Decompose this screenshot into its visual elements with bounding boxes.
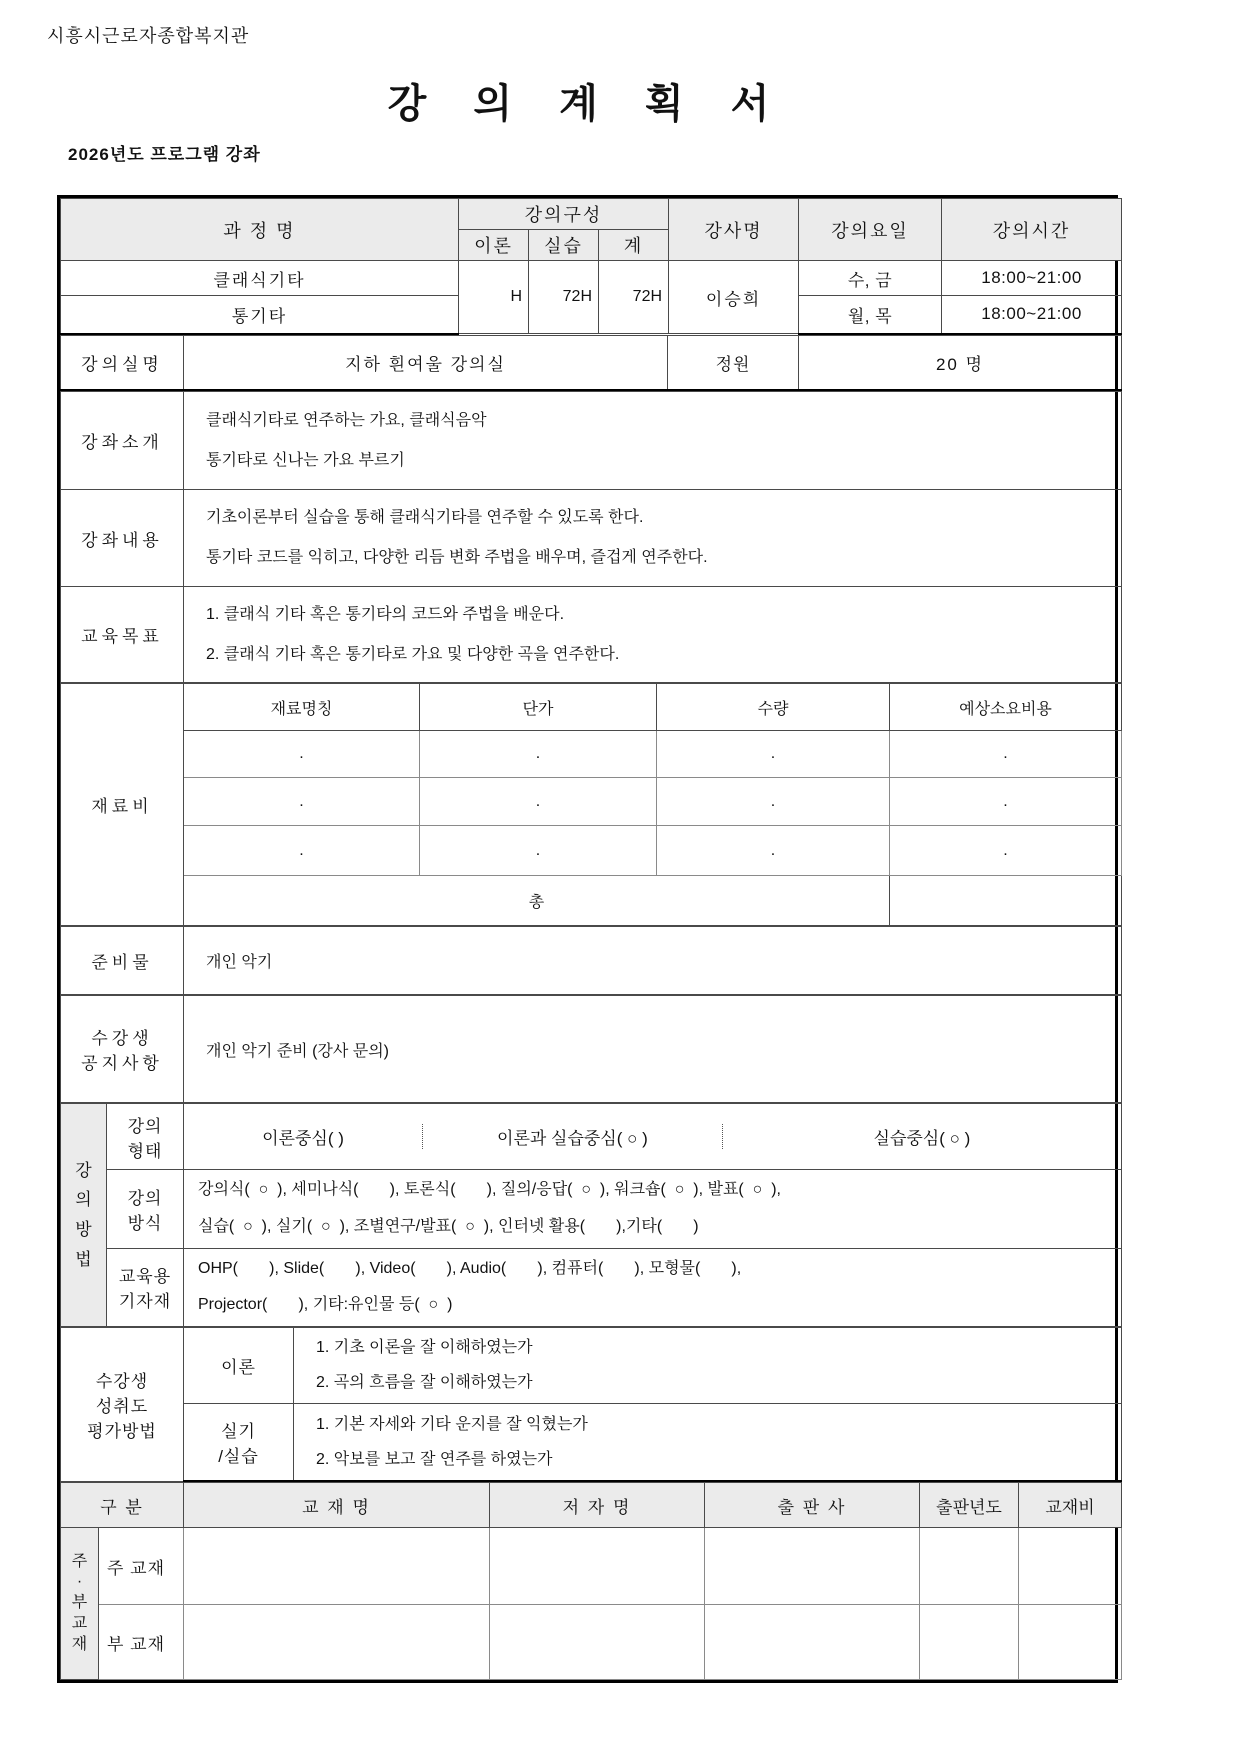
objectives-label: 교육목표 (61, 587, 184, 683)
practice-hours: 72H (529, 261, 599, 334)
textbook-sub-publisher (705, 1605, 920, 1680)
classroom-table (60, 335, 1122, 392)
evaluation-label-line-2: 성취도 (95, 1396, 149, 1416)
material-unitprice-2: . (420, 778, 657, 826)
materials-row (61, 731, 1122, 778)
textbook-group-label-text: 주·부교재 (71, 1552, 88, 1653)
objectives-line-1: 1. 클래식 기타 혹은 통기타의 코드와 주법을 배운다. (206, 605, 565, 623)
supplies-table (60, 926, 1122, 995)
time-header: 강의시간 (942, 199, 1122, 261)
classroom-value: 지하 흰여울 강의실 (184, 335, 668, 390)
materials-header-unitprice: 단가 (420, 684, 657, 731)
materials-header-name: 재료명칭 (184, 684, 420, 731)
method-equipment-content (184, 1248, 1122, 1327)
evaluation-theory-label: 이론 (184, 1328, 294, 1403)
total-header: 계 (599, 230, 669, 261)
intro-content (184, 392, 1122, 490)
method-equipment-line-2: Projector( ), 기타:유인물 등( ○ ) (198, 1296, 453, 1314)
method-label (61, 1104, 107, 1327)
method-form-label-line-1: 강의 (127, 1116, 163, 1136)
textbook-sub-year (920, 1605, 1019, 1680)
evaluation-label-line-3: 평가방법 (87, 1421, 157, 1441)
material-estcost-2: . (890, 778, 1122, 826)
notice-value: 개인 악기 준비 (강사 문의) (184, 996, 1122, 1103)
textbook-row-sub (61, 1605, 1122, 1680)
composition-header: 강의구성 (459, 199, 669, 230)
textbook-main-author (490, 1528, 705, 1605)
evaluation-table (60, 1327, 1122, 1482)
method-equipment-label-line-2: 기자재 (118, 1292, 172, 1312)
supplies-value: 개인 악기 (184, 927, 1122, 995)
materials-row (61, 778, 1122, 826)
method-form-label-line-2: 형태 (127, 1141, 163, 1161)
material-name-2: . (184, 778, 420, 826)
objectives-line-2: 2. 클래식 기타 혹은 통기타로 가요 및 다양한 곡을 연주한다. (206, 645, 620, 663)
textbook-row-main (61, 1528, 1122, 1605)
capacity-label: 정원 (668, 335, 799, 390)
content-line-2: 통기타 코드를 익히고, 다양한 리듬 변화 주법을 배우며, 즐겁게 연주한다. (206, 549, 708, 566)
textbook-header-year: 출판년도 (920, 1483, 1019, 1528)
method-style-line-2: 실습( ○ ), 실기( ○ ), 조별연구/발표( ○ ), 인터넷 활용( ),기타( ) (198, 1217, 699, 1235)
materials-total-label: 총 (184, 876, 890, 926)
textbook-main-price (1019, 1528, 1122, 1605)
instructor-name: 이승희 (669, 261, 799, 334)
method-form-options (184, 1104, 1122, 1170)
course-time-1: 18:00~21:00 (942, 261, 1122, 296)
evaluation-theory-content (294, 1328, 1122, 1403)
method-style-label (107, 1170, 184, 1249)
materials-row (61, 826, 1122, 876)
supplies-label: 준비물 (61, 927, 184, 995)
materials-label: 재료비 (61, 684, 184, 926)
evaluation-practice-content (294, 1403, 1122, 1481)
program-year-subtitle: 2026년도 프로그램 강좌 (68, 145, 261, 164)
evaluation-practice-label-line-2: /실습 (218, 1446, 259, 1466)
method-style-line-1: 강의식( ○ ), 세미나식( ), 토론식( ), 질의/응답( ○ ), 워크숍( ○ ), 발표( ○ ), (198, 1181, 781, 1198)
material-quantity-2: . (657, 778, 890, 826)
evaluation-label (61, 1328, 184, 1481)
method-equipment-label-line-1: 교육용 (118, 1267, 172, 1287)
method-equipment-line-1: OHP( ), Slide( ), Video( ), Audio( ), 컴퓨터( ), 모형물( ), (198, 1259, 742, 1277)
lecture-plan-table (57, 195, 1118, 1683)
practice-header: 실습 (529, 230, 599, 261)
content-line-1: 기초이론부터 실습을 통해 클래식기타를 연주할 수 있도록 한다. (206, 509, 644, 526)
theory-header: 이론 (459, 230, 529, 261)
intro-line-1: 클래식기타로 연주하는 가요, 클래식음악 (206, 411, 487, 429)
material-quantity-1: . (657, 731, 890, 778)
textbook-header-author: 저 자 명 (490, 1483, 705, 1528)
evaluation-practice-label-line-1: 실기 (221, 1421, 256, 1441)
materials-header-quantity: 수량 (657, 684, 890, 731)
notice-table (60, 995, 1122, 1103)
textbook-sub-author (490, 1605, 705, 1680)
form-option-theory: 이론중심( ) (262, 1129, 344, 1148)
material-unitprice-1: . (420, 731, 657, 778)
textbook-sub-title (184, 1605, 490, 1680)
intro-label: 강좌소개 (61, 392, 184, 490)
textbook-main-year (920, 1528, 1019, 1605)
materials-header-estcost: 예상소요비용 (890, 684, 1122, 731)
course-name-1: 클래식기타 (61, 261, 459, 296)
course-table (60, 198, 1122, 335)
material-quantity-3: . (657, 826, 890, 876)
textbook-sub-price (1019, 1605, 1122, 1680)
notice-label (61, 996, 184, 1103)
days-header: 강의요일 (799, 199, 942, 261)
evaluation-practice-line-2: 2. 악보를 보고 잘 연주를 하였는가 (316, 1450, 553, 1468)
evaluation-theory-line-2: 2. 곡의 흐름을 잘 이해하였는가 (316, 1374, 533, 1392)
content-content (184, 490, 1122, 587)
intro-line-2: 통기타로 신나는 가요 부르기 (206, 451, 405, 469)
textbook-main-publisher (705, 1528, 920, 1605)
page-title: 강 의 계 획 서 (387, 82, 788, 126)
textbook-header-category: 구 분 (61, 1483, 184, 1528)
materials-table (60, 683, 1122, 926)
capacity-value: 20 명 (799, 335, 1122, 390)
method-label-text: 강의방법 (75, 1160, 92, 1269)
materials-total-value (890, 876, 1122, 926)
form-option-theory-practice: 이론과 실습중심( ○ ) (422, 1124, 722, 1149)
evaluation-practice-line-1: 1. 기본 자세와 기타 운지를 잘 익혔는가 (316, 1415, 588, 1433)
method-equipment-label (107, 1248, 184, 1327)
material-name-3: . (184, 826, 420, 876)
classroom-label: 강의실명 (61, 335, 184, 390)
evaluation-label-line-1: 수강생 (95, 1371, 149, 1391)
organization-name: 시흥시근로자종합복지관 (47, 26, 250, 46)
evaluation-practice-label (184, 1403, 294, 1481)
content-label: 강좌내용 (61, 490, 184, 587)
method-style-label-line-1: 강의 (127, 1188, 163, 1208)
textbook-sub-label: 부 교재 (99, 1605, 184, 1680)
material-name-1: . (184, 731, 420, 778)
theory-hours: H (459, 261, 529, 334)
textbook-header-title: 교 재 명 (184, 1483, 490, 1528)
textbook-main-title (184, 1528, 490, 1605)
textbook-header-price: 교재비 (1019, 1483, 1122, 1528)
textbook-header-publisher: 출 판 사 (705, 1483, 920, 1528)
instructor-header: 강사명 (669, 199, 799, 261)
course-days-2: 월, 목 (799, 296, 942, 334)
course-time-2: 18:00~21:00 (942, 296, 1122, 334)
method-style-content (184, 1170, 1122, 1249)
material-estcost-1: . (890, 731, 1122, 778)
notice-label-line-2: 공지사항 (81, 1054, 163, 1073)
textbook-main-label: 주 교재 (99, 1528, 184, 1605)
total-hours: 72H (599, 261, 669, 334)
course-row-1 (61, 261, 1122, 296)
notice-label-line-1: 수강생 (91, 1029, 153, 1048)
description-table (60, 391, 1122, 683)
evaluation-theory-line-1: 1. 기초 이론을 잘 이해하였는가 (316, 1339, 533, 1357)
textbook-group-label (61, 1528, 99, 1680)
textbooks-table (60, 1482, 1122, 1680)
material-estcost-3: . (890, 826, 1122, 876)
course-name-2: 통기타 (61, 296, 459, 334)
course-name-header: 과 정 명 (61, 199, 459, 261)
method-style-label-line-2: 방식 (127, 1213, 163, 1233)
objectives-content (184, 587, 1122, 683)
form-option-practice: 실습중심( ○ ) (722, 1124, 1121, 1149)
method-form-label (107, 1104, 184, 1170)
method-table (60, 1103, 1122, 1327)
material-unitprice-3: . (420, 826, 657, 876)
course-days-1: 수, 금 (799, 261, 942, 296)
